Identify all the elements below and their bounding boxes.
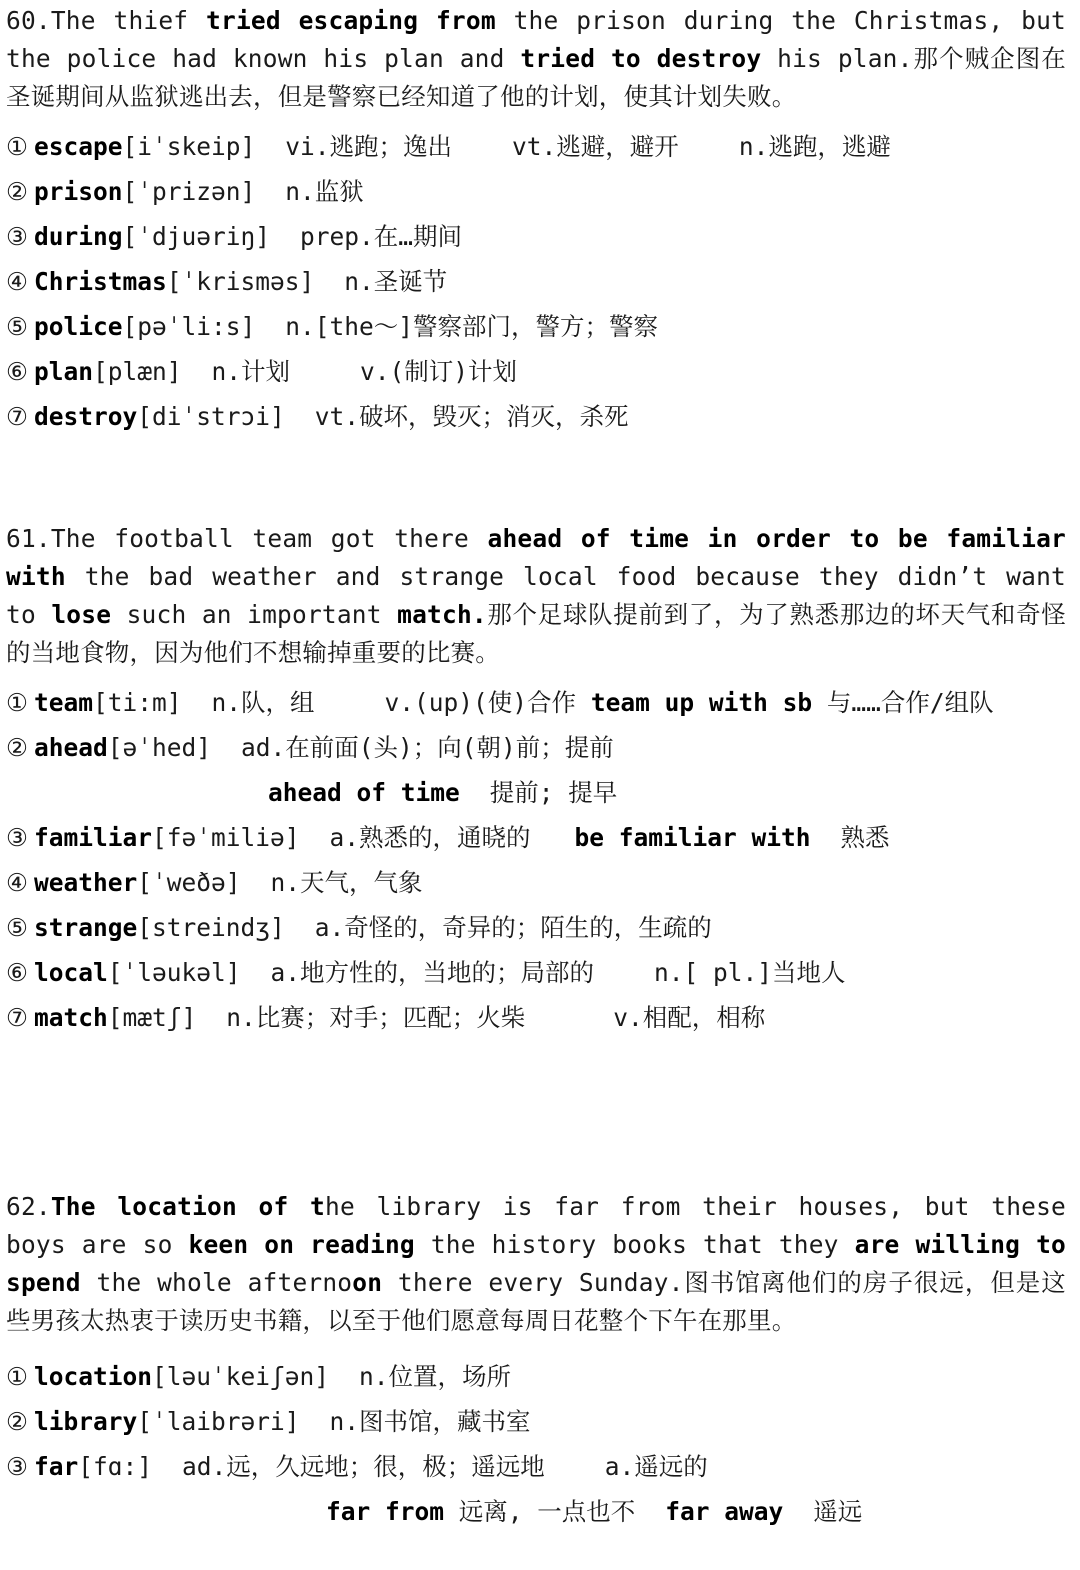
vocab-entry: ③ familiar[fəˈmiliə] a.熟悉的，通晓的 be familiar with 熟悉 — [6, 823, 890, 852]
vocab-entry: ③ far[fɑ:] ad.远，久远地；很，极；遥远地 a.遥远的 — [6, 1452, 708, 1481]
example-sentence: 61.The football team got there ahead of time in order to be familiar with the bad weather and strange local food because they didn’t want to lose such an important match.那个足球队提前到了，为了熟悉那边的坏天气和奇怪的当地食物，因为他们不想输掉重要的比赛。 — [6, 524, 1066, 667]
vocab-entry: ⑥ plan[plæn] n.计划 v.(制订)计划 — [6, 357, 518, 386]
example-sentence: 60.The thief tried escaping from the prison during the Christmas, but the police had known his plan and tried to destroy his plan.那个贼企图在圣诞期间从监狱逃出去，但是警察已经知道了他的计划，使其计划失败。 — [6, 6, 1066, 111]
vocab-entry: ⑦ match[mætʃ] n.比赛；对手；匹配；火柴 v.相配，相称 — [6, 1003, 766, 1032]
vocab-entry: ① team[ti:m] n.队，组 v.(up)(使)合作 team up with sb 与……合作/组队 — [6, 688, 994, 717]
vocab-entry: ② library[ˈlaibrəri] n.图书馆，藏书室 — [6, 1407, 531, 1436]
vocab-phrase: far from 远离, 一点也不 far away 遥远 — [326, 1497, 863, 1526]
vocab-entry: ③ during[ˈdjuəriŋ] prep.在…期间 — [6, 222, 463, 251]
section-61 — [6, 520, 1066, 1040]
vocab-phrase: ahead of time 提前; 提早 — [268, 778, 618, 807]
vocab-entry: ② ahead[əˈhed] ad.在前面(头)；向(朝)前；提前 — [6, 733, 614, 762]
vocab-entry: ⑥ local[ˈləukəl] a.地方性的，当地的；局部的 n.[ pl.]当地人 — [6, 958, 846, 987]
section-60 — [6, 2, 1066, 439]
vocab-entry: ⑤ strange[streindʒ] a.奇怪的，奇异的；陌生的，生疏的 — [6, 913, 712, 942]
example-sentence: 62.The location of the library is far from their houses, but these boys are so keen on reading the history books that they are willing to spend the whole afternoon there every Sunday.图书馆离他们的房子很远，但是这些男孩太热衷于读历史书籍，以至于他们愿意每周日花整个下午在那里。 — [6, 1192, 1067, 1335]
vocab-list — [6, 684, 1066, 1040]
vocab-entry: ⑤ police[pəˈli:s] n.[the～]警察部门，警方；警察 — [6, 312, 659, 341]
vocab-list — [6, 124, 1066, 439]
vocab-entry: ① location[ləuˈkeiʃən] n.位置，场所 — [6, 1362, 512, 1391]
section-62 — [6, 1188, 1066, 1534]
vocab-entry: ④ Christmas[ˈkrisməs] n.圣诞节 — [6, 267, 448, 296]
vocab-entry: ② prison[ˈprizən] n.监狱 — [6, 177, 364, 206]
vocab-list — [6, 1354, 1066, 1534]
vocab-entry: ① escape[iˈskeip] vi.逃跑；逸出 vt.逃避，避开 n.逃跑，逃避 — [6, 132, 891, 161]
vocab-entry: ⑦ destroy[diˈstrɔi] vt.破坏，毁灭；消灭，杀死 — [6, 402, 629, 431]
vocab-entry: ④ weather[ˈweðə] n.天气，气象 — [6, 868, 423, 897]
